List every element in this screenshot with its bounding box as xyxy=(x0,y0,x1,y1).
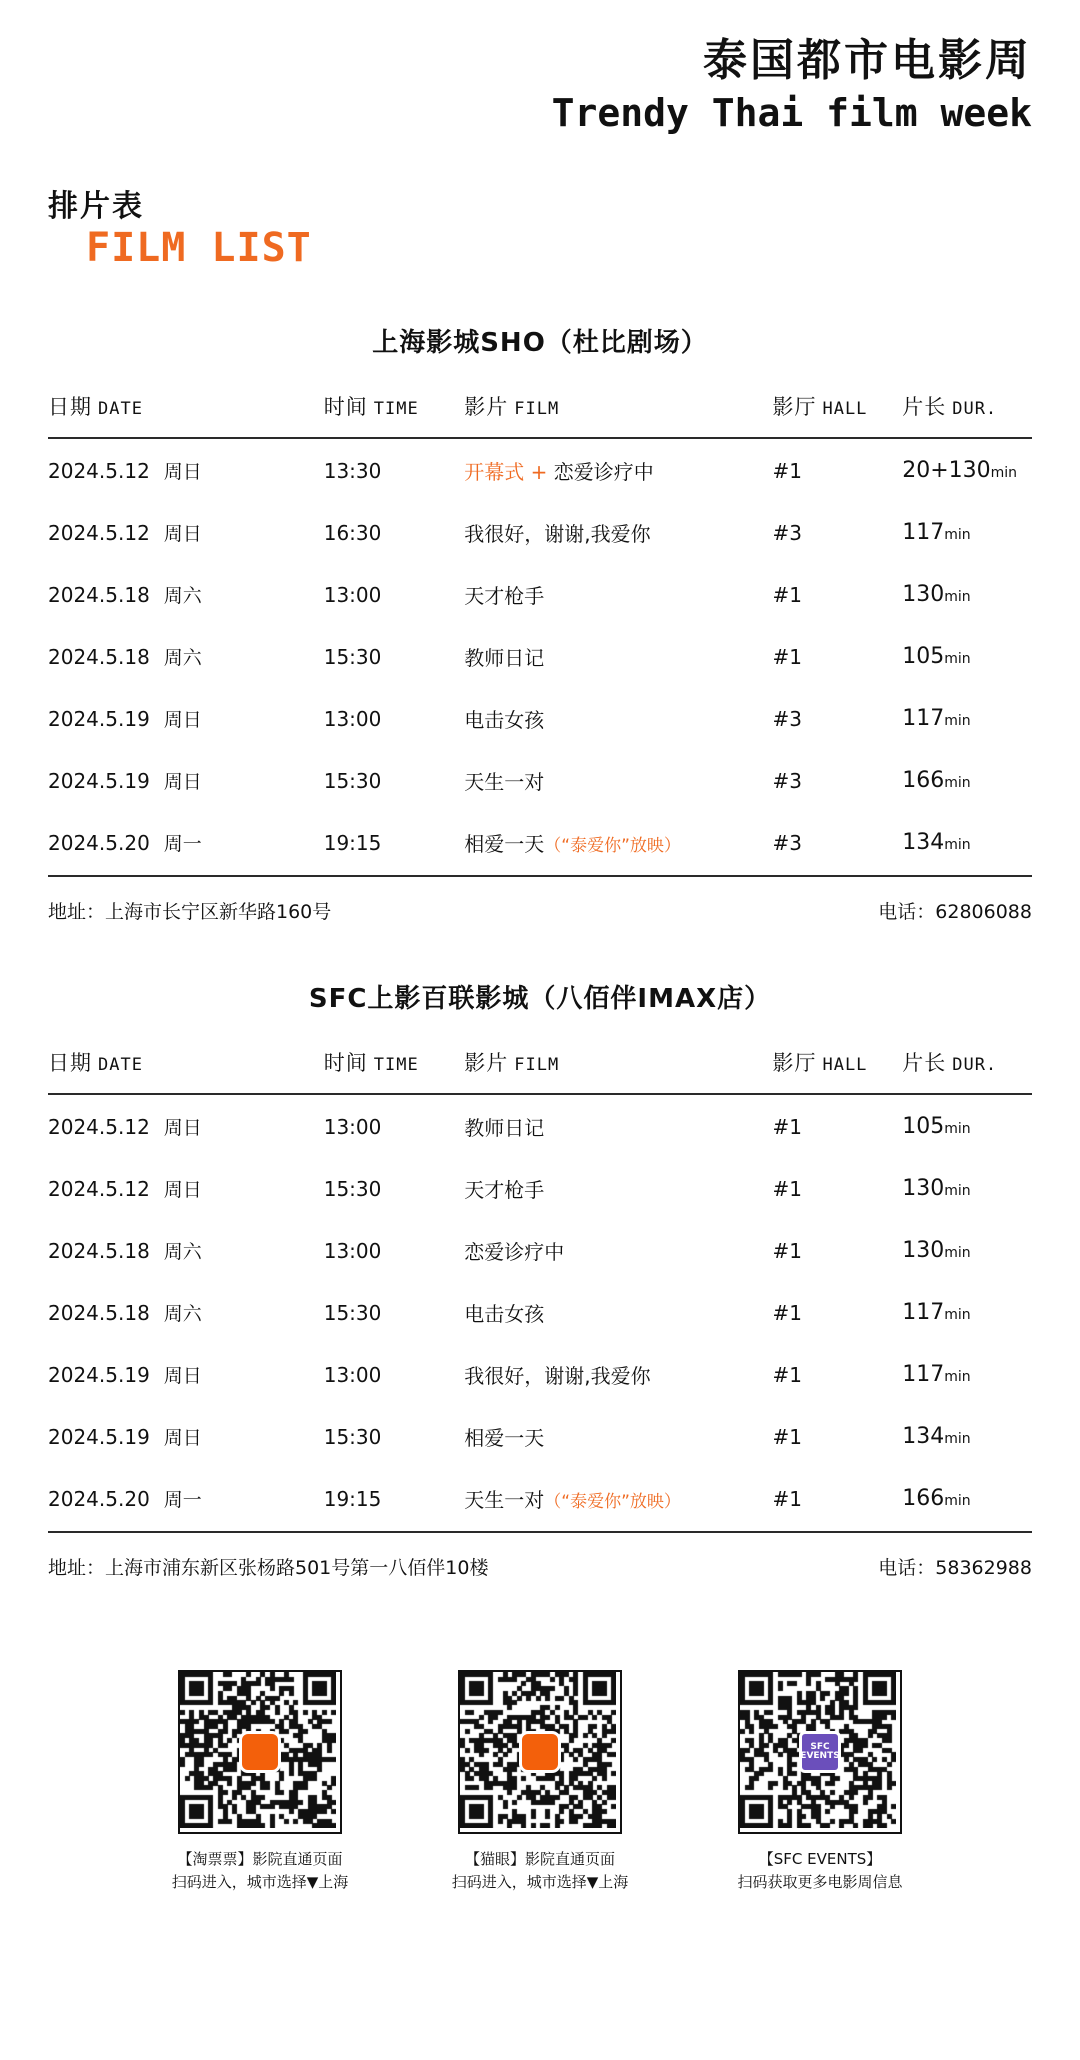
duration-value: 117 xyxy=(902,1362,945,1388)
column-header-label-cn: 片长 xyxy=(902,1051,947,1076)
cell-hall xyxy=(772,1281,902,1343)
column-header-label-en: HALL xyxy=(822,399,868,420)
date-value: 2024.5.20 xyxy=(48,1487,150,1512)
table-row xyxy=(48,1094,1032,1157)
cell-hall xyxy=(772,811,902,876)
cell-time xyxy=(324,1467,465,1532)
cell-date xyxy=(48,625,324,687)
qr-code-image xyxy=(738,1670,902,1834)
cell-date xyxy=(48,687,324,749)
duration-value: 134 xyxy=(902,830,945,856)
venue-footer xyxy=(48,1553,1032,1580)
weekday-value: 周日 xyxy=(163,771,202,794)
venue-section xyxy=(48,322,1032,924)
date-value: 2024.5.19 xyxy=(48,1363,150,1388)
column-header-label-en: FILM xyxy=(514,1055,560,1076)
table-row xyxy=(48,1343,1032,1405)
cell-film xyxy=(464,563,772,625)
hall-value: #3 xyxy=(772,706,802,731)
cell-film xyxy=(464,1405,772,1467)
cell-film xyxy=(464,1467,772,1532)
weekday-value: 周日 xyxy=(163,1365,202,1388)
film-title: 相爱一天 xyxy=(464,832,545,857)
hall-value: #3 xyxy=(772,830,802,855)
time-value: 15:30 xyxy=(323,1424,382,1449)
date-value: 2024.5.19 xyxy=(48,707,150,732)
cell-date xyxy=(48,749,324,811)
duration-unit: min xyxy=(944,589,971,606)
film-title: 教师日记 xyxy=(464,1116,545,1141)
column-header-time xyxy=(324,385,465,438)
table-row xyxy=(48,438,1032,501)
cell-date xyxy=(48,1405,324,1467)
cell-hall xyxy=(772,625,902,687)
column-header-label-en: DATE xyxy=(98,1055,143,1076)
cell-hall xyxy=(772,1094,902,1157)
column-header-label-cn: 影片 xyxy=(464,395,509,420)
cell-date xyxy=(48,1281,324,1343)
cell-date xyxy=(48,1467,324,1532)
cell-date xyxy=(48,501,324,563)
duration-value: 130 xyxy=(902,1176,945,1202)
cell-date xyxy=(48,438,324,501)
cell-duration xyxy=(902,438,1032,501)
cell-hall xyxy=(772,749,902,811)
film-note: （“泰爱你”放映） xyxy=(544,1492,681,1513)
cell-time xyxy=(324,625,465,687)
cell-film xyxy=(464,811,772,876)
hall-value: #3 xyxy=(772,520,802,545)
date-value: 2024.5.12 xyxy=(48,1177,150,1202)
cell-time xyxy=(324,1157,465,1219)
venue-address: 地址：上海市长宁区新华路160号 xyxy=(48,901,332,924)
column-header-label-cn: 影厅 xyxy=(772,395,817,420)
masthead-title-en: Trendy Thai film week xyxy=(551,90,1032,135)
film-title: 恋爱诊疗中 xyxy=(553,460,654,485)
duration-value: 117 xyxy=(902,1300,945,1326)
cell-duration xyxy=(902,1219,1032,1281)
film-title: 教师日记 xyxy=(464,646,545,671)
hall-value: #1 xyxy=(772,1362,802,1387)
cell-duration xyxy=(902,1405,1032,1467)
cell-film xyxy=(464,501,772,563)
film-title: 天生一对 xyxy=(464,770,545,795)
time-value: 13:30 xyxy=(323,458,382,483)
duration-value: 117 xyxy=(902,520,945,546)
cell-date xyxy=(48,1219,324,1281)
cell-film xyxy=(464,1094,772,1157)
cell-hall xyxy=(772,563,902,625)
table-row xyxy=(48,1467,1032,1532)
cell-duration xyxy=(902,1094,1032,1157)
cell-time xyxy=(324,1219,465,1281)
duration-unit: min xyxy=(944,1369,971,1386)
cell-time xyxy=(324,1094,465,1157)
cell-time xyxy=(324,563,465,625)
weekday-value: 周日 xyxy=(163,1117,202,1140)
duration-value: 105 xyxy=(902,1114,945,1140)
column-header-label-cn: 时间 xyxy=(323,395,368,420)
venue-title: 上海影城SHO（杜比剧场） xyxy=(372,328,708,359)
hall-value: #1 xyxy=(772,1238,802,1263)
qr-code-logo-icon: SFC EVENTS xyxy=(799,1731,841,1773)
hall-value: #1 xyxy=(772,1300,802,1325)
column-header-label-en: DUR. xyxy=(952,1055,998,1076)
time-value: 15:30 xyxy=(323,1300,382,1325)
cell-film xyxy=(464,1281,772,1343)
duration-value: 166 xyxy=(902,1486,945,1512)
cell-film xyxy=(464,1219,772,1281)
table-row xyxy=(48,625,1032,687)
table-row xyxy=(48,1281,1032,1343)
column-header-label-cn: 日期 xyxy=(48,1051,92,1076)
cell-film xyxy=(464,687,772,749)
cell-hall xyxy=(772,1467,902,1532)
venues-container xyxy=(48,322,1032,1580)
table-row xyxy=(48,687,1032,749)
column-header-film xyxy=(464,1041,772,1094)
hall-value: #1 xyxy=(772,582,802,607)
date-value: 2024.5.18 xyxy=(48,1301,150,1326)
weekday-value: 周日 xyxy=(163,1427,202,1450)
column-header-label-en: DATE xyxy=(98,399,143,420)
date-value: 2024.5.12 xyxy=(48,459,150,484)
column-header-label-en: FILM xyxy=(514,399,560,420)
cell-hall xyxy=(772,501,902,563)
schedule-table xyxy=(48,385,1032,877)
cell-hall xyxy=(772,687,902,749)
column-header-film xyxy=(464,385,772,438)
cell-time xyxy=(324,811,465,876)
time-value: 15:30 xyxy=(323,1176,382,1201)
hall-value: #1 xyxy=(772,1424,802,1449)
film-prefix-label: 开幕式 + xyxy=(464,460,554,485)
column-header-hall xyxy=(772,385,902,438)
time-value: 19:15 xyxy=(323,830,382,855)
duration-value: 134 xyxy=(902,1424,945,1450)
cell-time xyxy=(324,438,465,501)
weekday-value: 周一 xyxy=(163,833,202,856)
cell-hall xyxy=(772,438,902,501)
qr-code-caption xyxy=(430,1848,650,1895)
cell-hall xyxy=(772,1405,902,1467)
cell-film xyxy=(464,438,772,501)
venue-title: SFC上影百联影城（八佰伴IMAX店） xyxy=(308,984,772,1015)
duration-value: 105 xyxy=(902,644,945,670)
time-value: 19:15 xyxy=(323,1486,382,1511)
cell-time xyxy=(324,687,465,749)
date-value: 2024.5.18 xyxy=(48,583,150,608)
column-header-duration xyxy=(902,1041,1032,1094)
table-header-row xyxy=(48,1041,1032,1094)
table-header-row xyxy=(48,385,1032,438)
column-header-label-cn: 影厅 xyxy=(772,1051,817,1076)
date-value: 2024.5.19 xyxy=(48,769,150,794)
masthead xyxy=(48,0,1032,136)
time-value: 15:30 xyxy=(323,768,382,793)
column-header-label-cn: 影片 xyxy=(464,1051,509,1076)
time-value: 13:00 xyxy=(323,1238,382,1263)
cell-time xyxy=(324,1405,465,1467)
cell-date xyxy=(48,1094,324,1157)
date-value: 2024.5.19 xyxy=(48,1425,150,1450)
duration-unit: min xyxy=(944,775,971,792)
time-value: 13:00 xyxy=(323,1114,382,1139)
hall-value: #1 xyxy=(772,458,802,483)
cell-date xyxy=(48,1157,324,1219)
date-value: 2024.5.12 xyxy=(48,521,150,546)
column-header-label-cn: 时间 xyxy=(323,1051,368,1076)
cell-hall xyxy=(772,1343,902,1405)
hall-value: #1 xyxy=(772,1486,802,1511)
column-header-hall xyxy=(772,1041,902,1094)
cell-film xyxy=(464,749,772,811)
table-row xyxy=(48,1219,1032,1281)
column-header-date xyxy=(48,1041,324,1094)
duration-unit: min xyxy=(990,465,1018,482)
table-row xyxy=(48,811,1032,876)
cell-duration xyxy=(902,501,1032,563)
cell-date xyxy=(48,811,324,876)
film-title: 电击女孩 xyxy=(464,708,545,733)
duration-unit: min xyxy=(944,713,971,730)
duration-value: 166 xyxy=(902,768,945,794)
venue-phone: 电话：58362988 xyxy=(878,1557,1032,1580)
cell-duration xyxy=(902,1343,1032,1405)
venue-section xyxy=(48,978,1032,1580)
page-title-cn: 排片表 xyxy=(48,189,144,225)
cell-date xyxy=(48,563,324,625)
venue-address: 地址：上海市浦东新区张杨路501号第一八佰伴10楼 xyxy=(48,1557,489,1580)
duration-unit: min xyxy=(944,651,971,668)
schedule-table xyxy=(48,1041,1032,1533)
cell-duration xyxy=(902,1467,1032,1532)
duration-unit: min xyxy=(944,1431,971,1448)
qr-code-logo-icon xyxy=(519,1731,561,1773)
column-header-label-en: HALL xyxy=(822,1055,868,1076)
qr-caption-line-2: 扫码进入，城市选择▼上海 xyxy=(171,1873,349,1892)
column-header-time xyxy=(324,1041,465,1094)
hall-value: #1 xyxy=(772,1176,802,1201)
cell-date xyxy=(48,1343,324,1405)
column-header-label-cn: 日期 xyxy=(48,395,92,420)
weekday-value: 周六 xyxy=(163,585,202,608)
duration-unit: min xyxy=(944,527,971,544)
qr-code-caption xyxy=(150,1848,370,1895)
duration-unit: min xyxy=(944,1183,971,1200)
qr-caption-line-1: 【猫眼】影院直通页面 xyxy=(464,1850,615,1869)
weekday-value: 周六 xyxy=(163,647,202,670)
time-value: 16:30 xyxy=(323,520,382,545)
masthead-title-cn: 泰国都市电影周 xyxy=(703,35,1032,86)
duration-value: 130 xyxy=(902,1238,945,1264)
film-title: 天才枪手 xyxy=(464,584,545,609)
column-header-duration xyxy=(902,385,1032,438)
film-title: 相爱一天 xyxy=(464,1426,545,1451)
date-value: 2024.5.20 xyxy=(48,831,150,856)
page-title-en: FILM LIST xyxy=(86,225,312,272)
time-value: 13:00 xyxy=(323,1362,382,1387)
cell-film xyxy=(464,1157,772,1219)
cell-time xyxy=(324,1343,465,1405)
film-title: 我很好，谢谢,我爱你 xyxy=(464,522,651,547)
duration-value: 130 xyxy=(902,582,945,608)
hall-value: #1 xyxy=(772,1114,802,1139)
cell-film xyxy=(464,625,772,687)
cell-hall xyxy=(772,1157,902,1219)
date-value: 2024.5.12 xyxy=(48,1115,150,1140)
duration-unit: min xyxy=(944,1245,971,1262)
weekday-value: 周一 xyxy=(163,1489,202,1512)
weekday-value: 周日 xyxy=(163,1179,202,1202)
duration-unit: min xyxy=(944,1307,971,1324)
film-title: 天生一对 xyxy=(464,1488,545,1513)
table-row xyxy=(48,563,1032,625)
qr-code-item xyxy=(430,1670,650,1895)
column-header-label-en: TIME xyxy=(373,1055,419,1076)
qr-caption-line-1: 【淘票票】影院直通页面 xyxy=(177,1850,343,1869)
qr-code-image xyxy=(458,1670,622,1834)
duration-value: 20+130 xyxy=(902,458,991,484)
weekday-value: 周六 xyxy=(163,1303,202,1326)
table-row xyxy=(48,1157,1032,1219)
qr-caption-line-2: 扫码进入，城市选择▼上海 xyxy=(451,1873,629,1892)
cell-duration xyxy=(902,625,1032,687)
duration-value: 117 xyxy=(902,706,945,732)
cell-time xyxy=(324,1281,465,1343)
qr-code-image xyxy=(178,1670,342,1834)
weekday-value: 周日 xyxy=(163,523,202,546)
cell-duration xyxy=(902,687,1032,749)
qr-caption-line-1: 【SFC EVENTS】 xyxy=(758,1850,882,1869)
film-title: 恋爱诊疗中 xyxy=(464,1240,565,1265)
weekday-value: 周日 xyxy=(163,461,202,484)
venue-phone: 电话：62806088 xyxy=(878,901,1032,924)
film-title: 天才枪手 xyxy=(464,1178,545,1203)
time-value: 15:30 xyxy=(323,644,382,669)
column-header-label-cn: 片长 xyxy=(902,395,947,420)
cell-hall xyxy=(772,1219,902,1281)
qr-caption-line-2: 扫码获取更多电影周信息 xyxy=(737,1873,903,1892)
qr-code-item xyxy=(150,1670,370,1895)
venue-footer xyxy=(48,897,1032,924)
cell-duration xyxy=(902,1157,1032,1219)
page-title xyxy=(48,189,1032,272)
time-value: 13:00 xyxy=(323,582,382,607)
duration-unit: min xyxy=(944,837,971,854)
table-row xyxy=(48,501,1032,563)
cell-time xyxy=(324,501,465,563)
weekday-value: 周日 xyxy=(163,709,202,732)
hall-value: #3 xyxy=(772,768,802,793)
duration-unit: min xyxy=(944,1121,971,1138)
weekday-value: 周六 xyxy=(163,1241,202,1264)
table-row xyxy=(48,1405,1032,1467)
date-value: 2024.5.18 xyxy=(48,1239,150,1264)
cell-duration xyxy=(902,811,1032,876)
time-value: 13:00 xyxy=(323,706,382,731)
cell-film xyxy=(464,1343,772,1405)
film-title: 电击女孩 xyxy=(464,1302,545,1327)
qr-code-caption xyxy=(710,1848,930,1895)
cell-duration xyxy=(902,563,1032,625)
qr-code-row xyxy=(48,1670,1032,1895)
cell-duration xyxy=(902,1281,1032,1343)
table-row xyxy=(48,749,1032,811)
date-value: 2024.5.18 xyxy=(48,645,150,670)
qr-code-item xyxy=(710,1670,930,1895)
qr-code-logo-icon xyxy=(239,1731,281,1773)
hall-value: #1 xyxy=(772,644,802,669)
film-title: 我很好，谢谢,我爱你 xyxy=(464,1364,651,1389)
duration-unit: min xyxy=(944,1493,971,1510)
column-header-date xyxy=(48,385,324,438)
cell-time xyxy=(324,749,465,811)
column-header-label-en: DUR. xyxy=(952,399,998,420)
cell-duration xyxy=(902,749,1032,811)
film-note: （“泰爱你”放映） xyxy=(544,836,681,857)
column-header-label-en: TIME xyxy=(373,399,419,420)
